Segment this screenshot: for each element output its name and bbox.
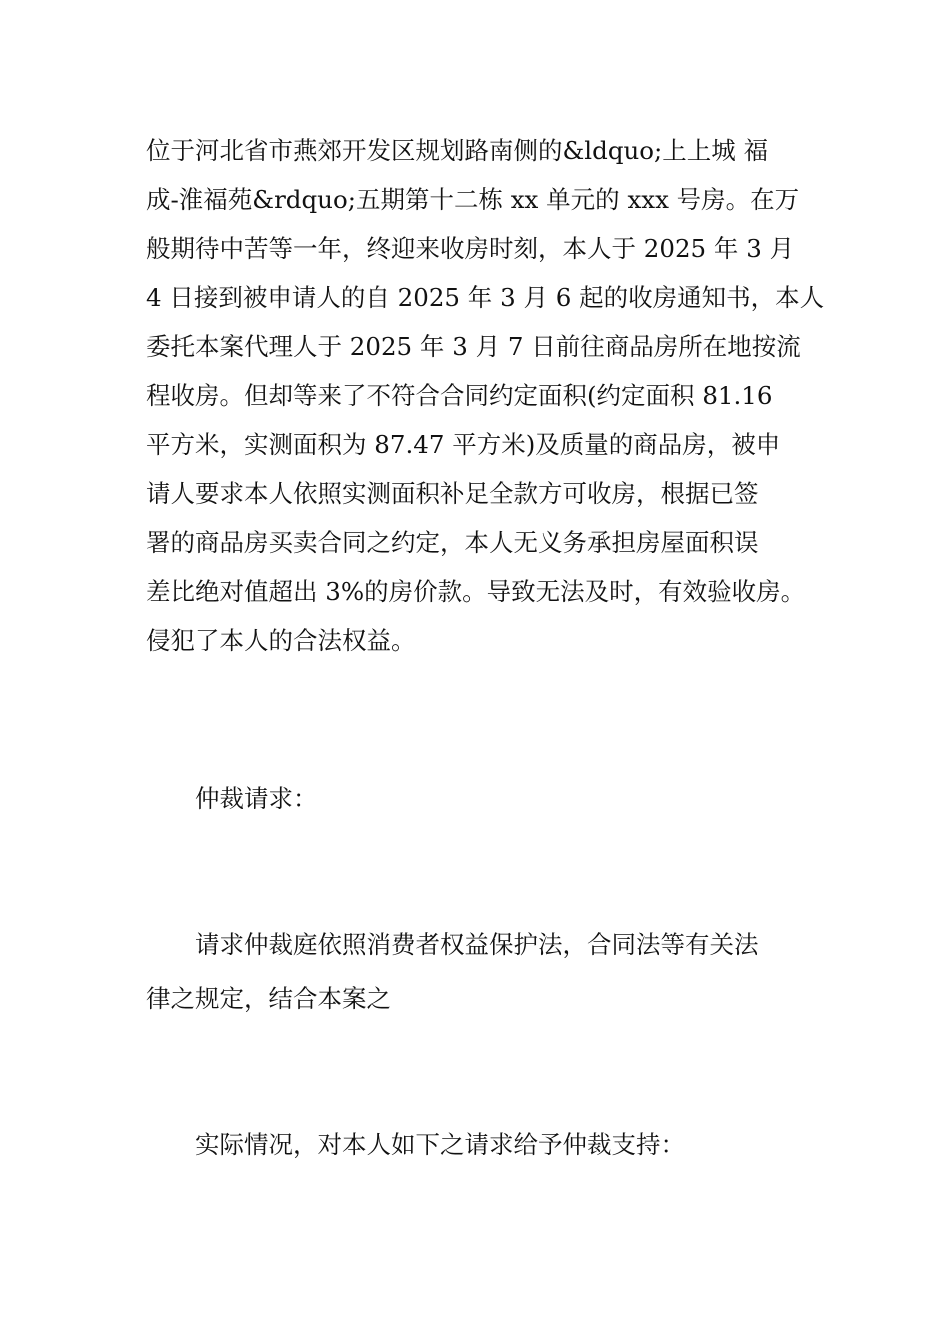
paragraph-1-line-7: 平方米，实测面积为 87.47 平方米)及质量的商品房，被申 (146, 430, 781, 459)
paragraph-1-line-4: 4 日接到被申请人的自 2025 年 3 月 6 起的收房通知书，本人 (146, 283, 825, 312)
paragraph-1-line-3: 般期待中苦等一年，终迎来收房时刻，本人于 2025 年 3 月 (146, 234, 795, 263)
paragraph-3-line-1: 实际情况，对本人如下之请求给予仲裁支持： (195, 1130, 685, 1159)
paragraph-1-line-8: 请人要求本人依照实测面积补足全款方可收房，根据已签 (146, 479, 759, 508)
paragraph-1-line-11: 侵犯了本人的合法权益。 (146, 626, 416, 655)
paragraph-1-line-6: 程收房。但却等来了不符合合同约定面积(约定面积 81.16 (146, 381, 773, 410)
paragraph-1-line-5: 委托本案代理人于 2025 年 3 月 7 日前往商品房所在地按流 (146, 332, 801, 361)
paragraph-1-line-9: 署的商品房买卖合同之约定，本人无义务承担房屋面积误 (146, 528, 759, 557)
paragraph-1-line-2: 成-淮福苑&rdquo;五期第十二栋 xx 单元的 xxx 号房。在万 (146, 185, 800, 214)
paragraph-1-line-1: 位于河北省市燕郊开发区规划路南侧的&ldquo;上上城 福 (146, 136, 769, 165)
paragraph-1-line-10: 差比绝对值超出 3%的房价款。导致无法及时，有效验收房。 (146, 577, 806, 606)
section-heading: 仲裁请求： (195, 784, 318, 813)
paragraph-2-line-2: 律之规定，结合本案之 (146, 984, 391, 1013)
paragraph-2-line-1: 请求仲裁庭依照消费者权益保护法，合同法等有关法 (195, 930, 759, 959)
